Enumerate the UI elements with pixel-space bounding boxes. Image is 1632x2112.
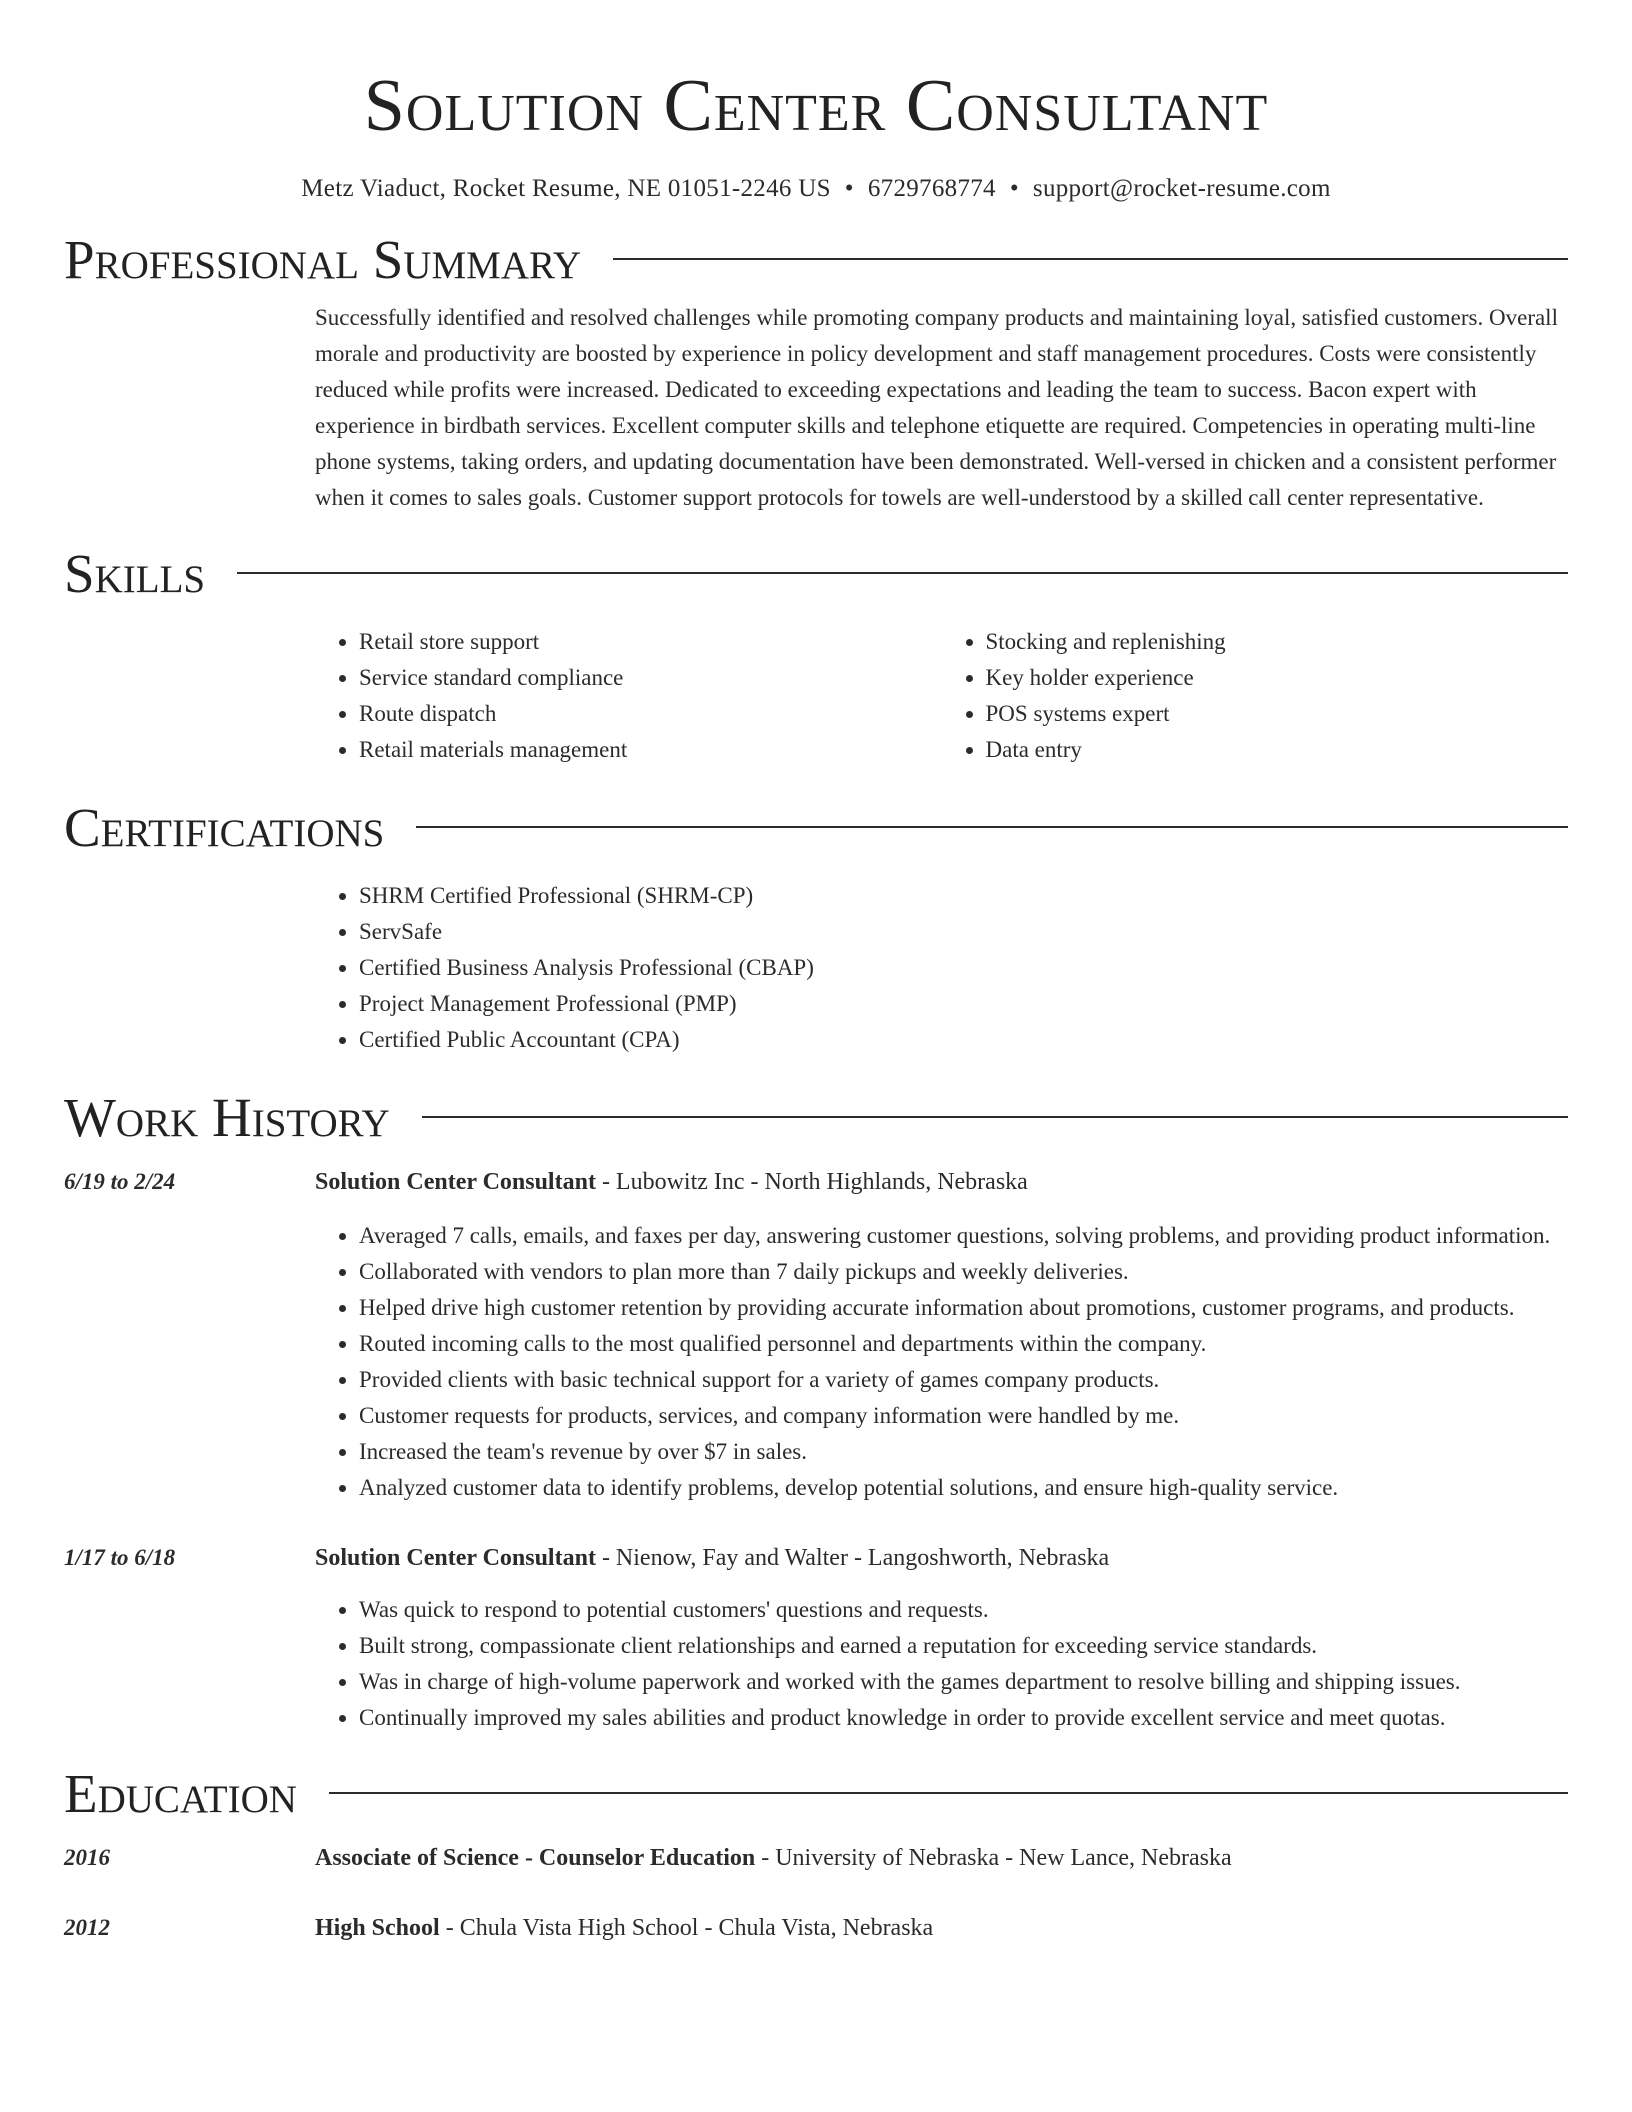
section-divider bbox=[416, 826, 1568, 828]
section-divider bbox=[329, 1792, 1568, 1794]
job-dates: 1/17 to 6/18 bbox=[64, 1545, 176, 1570]
skill-item: • Route dispatch bbox=[359, 696, 942, 732]
education-degree: High School bbox=[315, 1915, 440, 1941]
resume-name: Solution Center Consultant bbox=[363, 65, 1269, 147]
contact-email: support@rocket-resume.com bbox=[1032, 175, 1331, 202]
education-school: - Chula Vista High School - Chula Vista, Nebraska bbox=[439, 1915, 934, 1941]
education-school: - University of Nebraska - New Lance, Nebraska bbox=[755, 1845, 1232, 1871]
job-entry bbox=[64, 1540, 1568, 1736]
job-title-line bbox=[315, 1540, 1568, 1576]
section-divider bbox=[237, 572, 1568, 574]
job-details bbox=[315, 1540, 1568, 1736]
skills-body bbox=[315, 624, 1568, 768]
skill-item: • Retail store support bbox=[359, 624, 942, 660]
work-section bbox=[64, 1086, 1568, 1736]
skills-header bbox=[64, 542, 1568, 606]
contact-address: Metz Viaduct, Rocket Resume, NE 01051-2246 US bbox=[301, 175, 831, 202]
summary-header bbox=[64, 228, 1568, 292]
education-section bbox=[64, 1762, 1568, 1946]
job-bullet: • Increased the team's revenue by over $7 in sales. bbox=[359, 1434, 1568, 1470]
education-header bbox=[64, 1762, 1568, 1826]
skills-list-left bbox=[315, 624, 942, 768]
summary-title: Professional Summary bbox=[64, 229, 582, 290]
job-dates: 6/19 to 2/24 bbox=[64, 1169, 176, 1194]
job-bullet: • Provided clients with basic technical support for a variety of games company products. bbox=[359, 1362, 1568, 1398]
section-divider bbox=[613, 258, 1568, 260]
job-title-line bbox=[315, 1164, 1568, 1200]
job-bullet: • Continually improved my sales abilities and product knowledge in order to provide excellent service and meet quotas. bbox=[359, 1700, 1568, 1736]
skills-list-right bbox=[942, 624, 1569, 768]
education-year: 2016 bbox=[64, 1845, 110, 1870]
summary-section bbox=[64, 228, 1568, 516]
certification-item: • ServSafe bbox=[359, 914, 1568, 950]
certifications-title: Certifications bbox=[64, 797, 385, 858]
job-bullet: • Analyzed customer data to identify problems, develop potential solutions, and ensure high-quality service. bbox=[359, 1470, 1568, 1506]
job-role: Solution Center Consultant bbox=[315, 1545, 596, 1571]
job-bullet: • Helped drive high customer retention by providing accurate information about promotions, customer programs, and products. bbox=[359, 1290, 1568, 1326]
work-title: Work History bbox=[64, 1087, 390, 1148]
summary-text: Successfully identified and resolved challenges while promoting company products and maintaining loyal, satisfied customers. Overall morale and productivity are boosted by experience in policy development and staff management procedures. Costs were consistently reduced while profits were increased. Dedicated to exceeding expectations and leading the team to success. Bacon expert with experience in birdbath services. Excellent computer skills and telephone etiquette are required. Competencies in operating multi-line phone systems, taking orders, and updating documentation have been demonstrated. Well-versed in chicken and a consistent performer when it comes to sales goals. Customer support protocols for towels are well-understood by a skilled call center representative. bbox=[315, 305, 1558, 510]
job-role: Solution Center Consultant bbox=[315, 1169, 596, 1195]
certification-item: • Project Management Professional (PMP) bbox=[359, 986, 1568, 1022]
job-bullet: • Was quick to respond to potential customers' questions and requests. bbox=[359, 1592, 1568, 1628]
skill-item: • Retail materials management bbox=[359, 732, 942, 768]
contact-separator: • bbox=[844, 175, 854, 202]
contact-phone: 6729768774 bbox=[867, 175, 996, 202]
job-bullet: • Customer requests for products, services, and company information were handled by me. bbox=[359, 1398, 1568, 1434]
certifications-section bbox=[64, 796, 1568, 1058]
job-employer: - Lubowitz Inc - North Highlands, Nebraska bbox=[595, 1169, 1028, 1195]
certifications-list bbox=[315, 878, 1568, 1058]
section-divider bbox=[422, 1116, 1568, 1118]
education-details bbox=[315, 1840, 1568, 1876]
certification-item: • Certified Business Analysis Professional (CBAP) bbox=[359, 950, 1568, 986]
job-bullets bbox=[315, 1592, 1568, 1736]
job-bullet: • Collaborated with vendors to plan more than 7 daily pickups and weekly deliveries. bbox=[359, 1254, 1568, 1290]
job-details bbox=[315, 1164, 1568, 1506]
education-entry bbox=[64, 1840, 1568, 1876]
contact-separator: • bbox=[1009, 175, 1019, 202]
job-bullet: • Routed incoming calls to the most qualified personnel and departments within the company. bbox=[359, 1326, 1568, 1362]
resume-page bbox=[64, 0, 1568, 1946]
education-title: Education bbox=[64, 1763, 297, 1824]
skill-item: • Key holder experience bbox=[986, 660, 1569, 696]
summary-body bbox=[315, 300, 1568, 516]
education-entry bbox=[64, 1910, 1568, 1946]
job-bullet: • Was in charge of high-volume paperwork and worked with the games department to resolve billing and shipping issues. bbox=[359, 1664, 1568, 1700]
certifications-body bbox=[315, 878, 1568, 1058]
job-bullet: • Averaged 7 calls, emails, and faxes per day, answering customer questions, solving problems, and providing product information. bbox=[359, 1218, 1568, 1254]
job-entry bbox=[64, 1164, 1568, 1506]
job-bullets bbox=[315, 1218, 1568, 1506]
skill-item: • Data entry bbox=[986, 732, 1569, 768]
education-details bbox=[315, 1910, 1568, 1946]
job-employer: - Nienow, Fay and Walter - Langoshworth, Nebraska bbox=[595, 1545, 1110, 1571]
education-degree: Associate of Science - Counselor Education bbox=[315, 1845, 756, 1871]
certification-item: • Certified Public Accountant (CPA) bbox=[359, 1022, 1568, 1058]
job-bullet: • Built strong, compassionate client relationships and earned a reputation for exceeding service standards. bbox=[359, 1628, 1568, 1664]
education-year: 2012 bbox=[64, 1915, 110, 1940]
contact-line bbox=[64, 172, 1568, 206]
skill-item: • POS systems expert bbox=[986, 696, 1569, 732]
certifications-header bbox=[64, 796, 1568, 860]
skill-item: • Stocking and replenishing bbox=[986, 624, 1569, 660]
skill-item: • Service standard compliance bbox=[359, 660, 942, 696]
certification-item: • SHRM Certified Professional (SHRM-CP) bbox=[359, 878, 1568, 914]
work-header bbox=[64, 1086, 1568, 1150]
skills-section bbox=[64, 542, 1568, 768]
skills-title: Skills bbox=[64, 543, 206, 604]
